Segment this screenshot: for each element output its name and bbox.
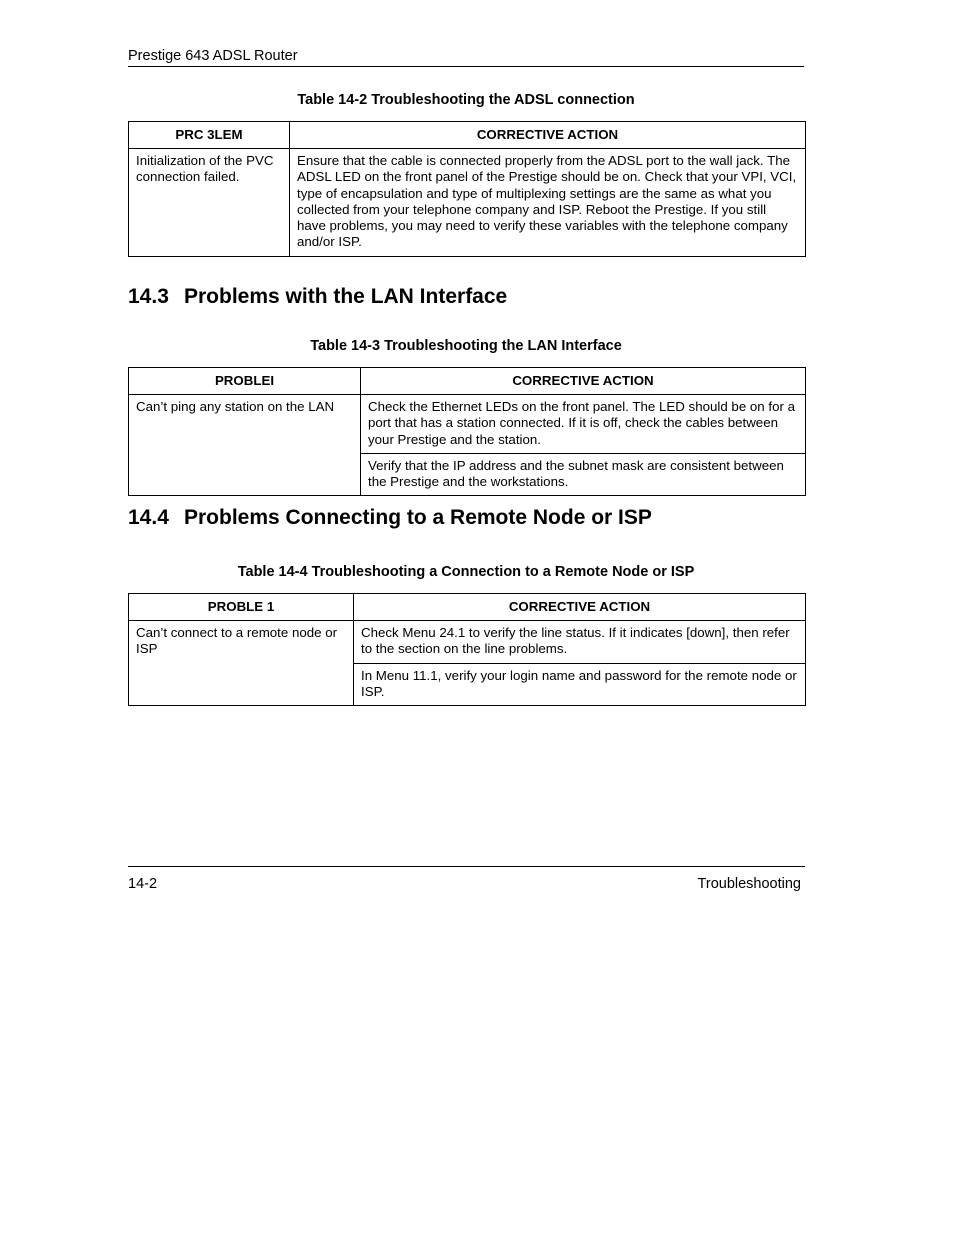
problem-cell: Initialization of the PVC connection failed.: [129, 149, 290, 257]
section-heading-remote: [128, 506, 652, 530]
action-cell: Verify that the IP address and the subnet mask are consistent between the Prestige and the workstations.: [361, 453, 806, 496]
table-remote: [128, 593, 806, 706]
section-number: 14.4: [128, 506, 169, 529]
table-header-row: [129, 368, 806, 395]
table-row: [129, 149, 806, 257]
problem-cell: Can’t connect to a remote node or ISP: [129, 621, 354, 706]
table-caption-lan: Table 14-3 Troubleshooting the LAN Interface: [310, 338, 622, 354]
column-header-problem: PRC 3LEM: [129, 122, 290, 149]
section-number: 14.3: [128, 285, 169, 308]
footer-divider: [128, 866, 805, 867]
action-cell: Check Menu 24.1 to verify the line status. If it indicates [down], then refer to the section on the line problems.: [354, 621, 806, 664]
action-cell: Check the Ethernet LEDs on the front panel. The LED should be on for a port that has a station connected. If it is off, check the cables between your Prestige and the station.: [361, 395, 806, 454]
problem-cell: Can’t ping any station on the LAN: [129, 395, 361, 496]
table-header-row: [129, 594, 806, 621]
column-header-action: CORRECTIVE ACTION: [361, 368, 806, 395]
section-title: Problems Connecting to a Remote Node or ISP: [184, 506, 652, 529]
table-row: [129, 621, 806, 664]
chapter-name: Troubleshooting: [697, 876, 801, 892]
page-number: 14-2: [128, 876, 158, 892]
column-header-action: CORRECTIVE ACTION: [354, 594, 806, 621]
column-header-problem: PROBLEI: [129, 368, 361, 395]
section-title: Problems with the LAN Interface: [184, 285, 508, 308]
running-header: Prestige 643 ADSL Router: [128, 48, 804, 67]
column-header-problem: PROBLE 1: [129, 594, 354, 621]
table-header-row: [129, 122, 806, 149]
column-header-action: CORRECTIVE ACTION: [290, 122, 806, 149]
table-lan: [128, 367, 806, 496]
section-heading-lan: [128, 285, 507, 309]
action-cell: Ensure that the cable is connected properly from the ADSL port to the wall jack. The ADSL LED on the front panel of the Prestige should be on. Check that your VPI, VCI, type of encapsulation and type of multiplexing settings are the same as what you collected from your telephone company and ISP. Reboot the Prestige. If you still have problems, you may need to verify these variables with the telephone company and/or ISP.: [290, 149, 806, 257]
action-cell: In Menu 11.1, verify your login name and password for the remote node or ISP.: [354, 663, 806, 706]
table-row: [129, 395, 806, 454]
table-caption-adsl: Table 14-2 Troubleshooting the ADSL connection: [297, 92, 635, 108]
table-caption-remote: Table 14-4 Troubleshooting a Connection to a Remote Node or ISP: [237, 564, 695, 580]
table-adsl: [128, 121, 806, 257]
